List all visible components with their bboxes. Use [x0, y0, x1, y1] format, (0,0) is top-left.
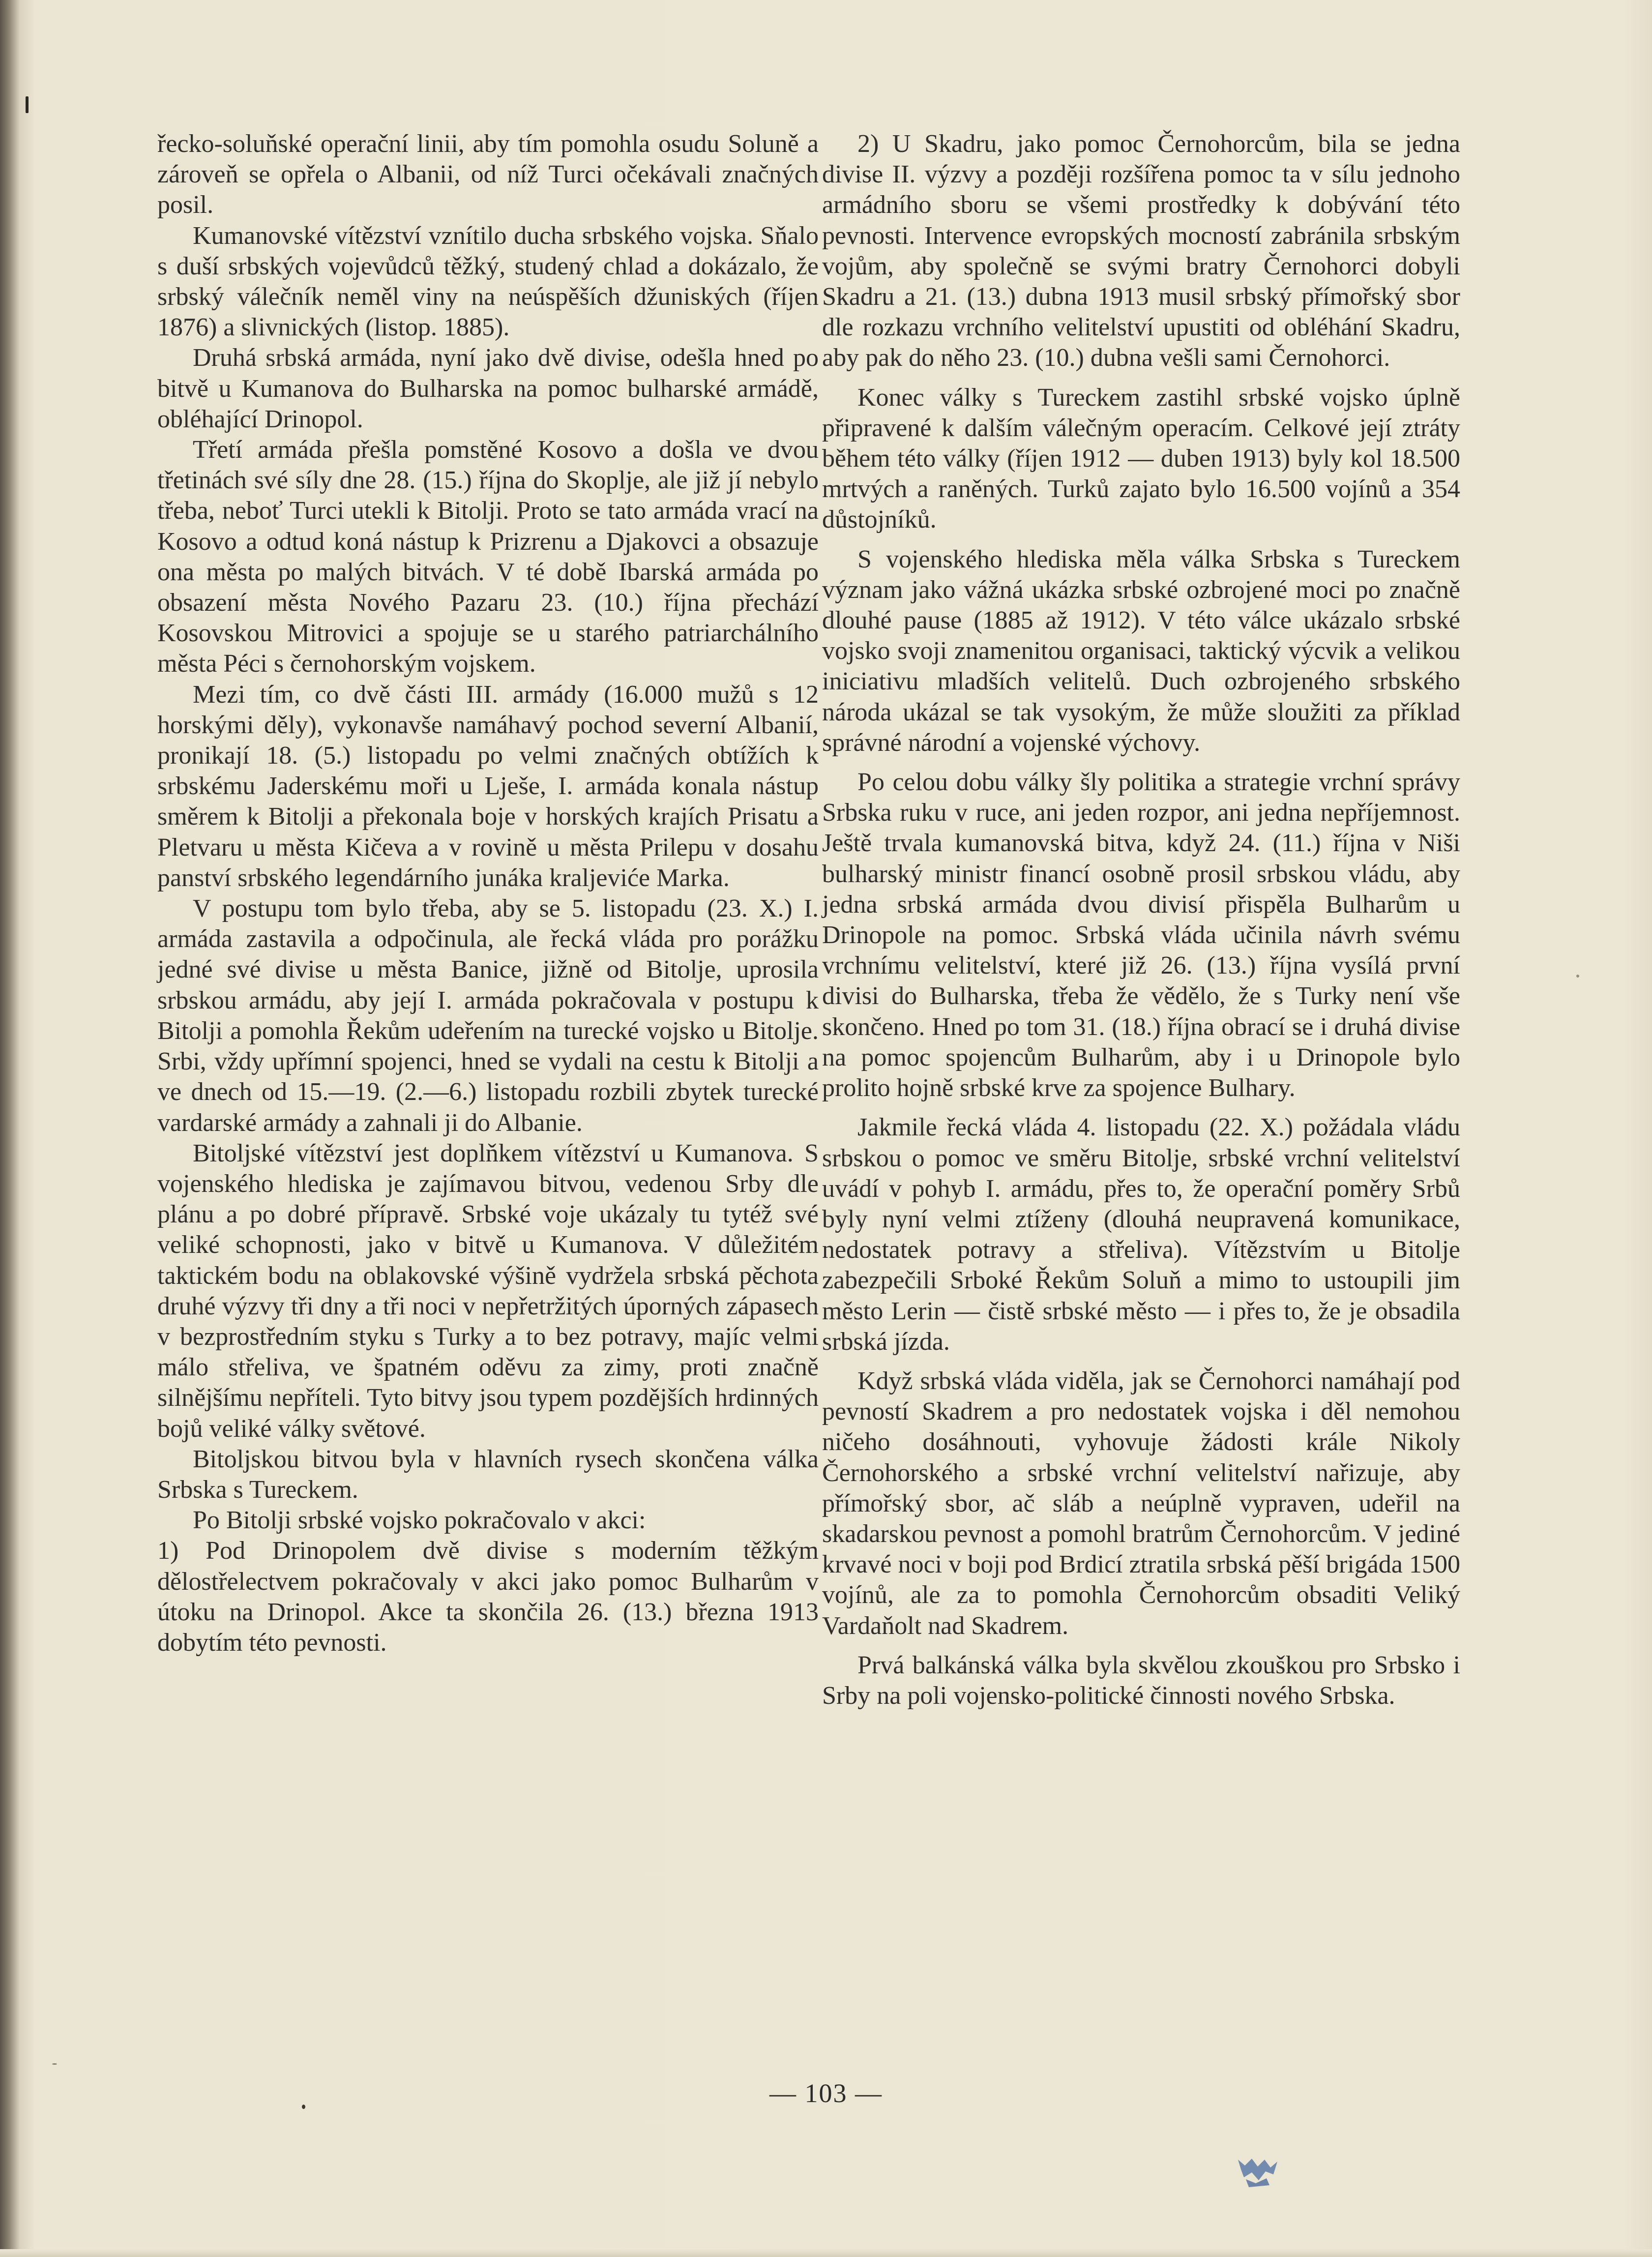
paragraph: Prvá balkánská válka byla skvělou zkouškou pro Srbsko i Srby na poli vojensko-politické činnosti nového Srbska. [822, 1651, 1460, 1710]
paragraph: řecko-soluňské operační linii, aby tím pomohla osudu Soluně a zároveň se opřela o Albanii, od níž Turci očekávali značných posil. [157, 130, 819, 219]
paper-speck [302, 2105, 305, 2109]
paragraph: Když srbská vláda viděla, jak se Černohorci namáhají pod pevností Skadrem a pro nedostatek vojska i děl nemohou ničeho dosáhnouti, vyhovuje žádosti krále Nikoly Černohorského a srbské vrchní velitelství nařizuje, aby přímořský sbor, ač sláb a neúplně vypraven, udeřil na skadarskou pevnost a pomohl bratrům Černohorcům. V jediné krvavé noci v boji pod Brdicí ztratila srbská pěší brigáda 1500 vojínů, ale za to pomohla Černohorcům obsaditi Veliký Vardaňolt nad Skadrem. [822, 1366, 1460, 1640]
paragraph: Po celou dobu války šly politika a strategie vrchní správy Srbska ruku v ruce, ani jeden rozpor, ani jedna nepříjemnost. Ještě trvala kumanovská bitva, když 24. (11.) října v Niši bulharský ministr financí osobně prosil srbskou vládu, aby jedna srbská armáda dvou divisí přispěla Bulharům u Drinopole na pomoc. Srbská vláda učinila návrh svému vrchnímu velitelství, které již 26. (13.) října vysílá první divisi do Bulharska, třeba že vědělo, že s Turky není vše skončeno. Hned po tom 31. (18.) října obrací se i druhá divise na pomoc spojencům Bulharům, aby i u Drinopole bylo prolito hojně srbské krve za spojence Bulhary. [822, 768, 1460, 1102]
paper-speck [1576, 975, 1579, 978]
paragraph: Bitoljské vítězství jest doplňkem vítězství u Kumanova. S vojenského hlediska je zajímavou bitvou, vedenou Srby dle plánu a po dobré přípravě. Srbské voje ukázaly tu tytéž své veliké schopnosti, jako v bitvě u Kumanova. V důležitém taktickém bodu na oblakovské výšině vydržela srbská pěchota druhé výzvy tři dny a tři noci v nepřetržitých úporných zápasech v bezprostředním styku s Turky a to bez potravy, majíc velmi málo střeliva, ve špatném oděvu za zimy, proti značně silnějšímu nepříteli. Tyto bitvy jsou typem pozdějších hrdinných bojů veliké války světové. [157, 1139, 819, 1443]
paragraph: Bitoljskou bitvou byla v hlavních rysech skončena válka Srbska s Tureckem. [157, 1445, 819, 1504]
paragraph: Mezi tím, co dvě části III. armády (16.000 mužů s 12 horskými děly), vykonavše namáhavý pochod severní Albanií, pronikají 18. (5.) listopadu po velmi značných obtížích k srbskému Jaderskému moři u Lješe, I. armáda konala nástup směrem k Bitolji a překonala boje v horských krajích Prisatu a Pletvaru u města Kičeva a v rovině u města Prilepu v dosahu panství srbského legendárního junáka kraljeviće Marka. [157, 680, 819, 892]
library-stamp-icon [1234, 2155, 1281, 2189]
right-text-column [822, 129, 1460, 1711]
paragraph: Druhá srbská armáda, nyní jako dvě divise, odešla hned po bitvě u Kumanova do Bulharska na pomoc bulharské armádě, obléhající Drinopol. [157, 344, 819, 433]
paragraph: Jakmile řecká vláda 4. listopadu (22. X.) požádala vládu srbskou o pomoc ve směru Bitolje, srbské vrchní velitelství uvádí v pohyb I. armádu, přes to, že operační poměry Srbů byly nyní velmi ztíženy (dlouhá neupravená komunikace, nedostatek potravy a střeliva). Vítězstvím u Bitolje zabezpečili Srboké Řekům Soluň a mimo to ustoupili jim město Lerin — čistě srbské město — i přes to, že je obsadila srbská jízda. [822, 1113, 1460, 1356]
page-number: — 103 — [769, 2079, 883, 2108]
paragraph: Kumanovské vítězství vznítilo ducha srbského vojska. Sňalo s duší srbských vojevůdců těžký, studený chlad a dokázalo, že srbský válečník neměl viny na neúspěších džuniských (říjen 1876) a slivnických (listop. 1885). [157, 221, 819, 342]
binding-mark [26, 96, 29, 113]
numbered-paragraph: 1) Pod Drinopolem dvě divise s moderním těžkým dělostřelectvem pokračovaly v akci jako pomoc Bulharům v útoku na Drinopol. Akce ta skončila 26. (13.) března 1913 dobytím této pevnosti. [157, 1537, 819, 1657]
page-edge [0, 2249, 1652, 2257]
paragraph: V postupu tom bylo třeba, aby se 5. listopadu (23. X.) I. armáda zastavila a odpočinula, ale řecká vláda pro porážku jedné své divise u města Banice, jižně od Bitolje, uprosila srbskou armádu, aby její I. armáda pokračovala v postupu k Bitolji a pomohla Řekům udeřením na turecké vojsko u Bitolje. Srbi, vždy upřímní spojenci, hned se vydali na cestu k Bitolji a ve dnech od 15.—19. (2.—6.) listopadu rozbili zbytek turecké vardarské armády a zahnali ji do Albanie. [157, 894, 819, 1137]
paragraph: S vojenského hlediska měla válka Srbska s Tureckem význam jako vážná ukázka srbské ozbrojené moci po značně dlouhé pause (1885 až 1912). V této válce ukázalo srbské vojsko svoji znamenitou organisaci, taktický výcvik a velikou iniciativu mladších velitelů. Duch ozbrojeného srbského národa ukázal se tak vysokým, že může sloužiti za příklad správné národní a vojenské výchovy. [822, 545, 1460, 757]
left-text-column [157, 129, 819, 1658]
paragraph: Třetí armáda přešla pomstěné Kosovo a došla ve dvou třetinách své síly dne 28. (15.) října do Skoplje, ale již jí nebylo třeba, neboť Turci utekli k Bitolji. Proto se tato armáda vrací na Kosovo a odtud koná nástup k Prizrenu a Djakovci a obsazuje ona města po malých bitvách. V té době Ibarská armáda po obsazení města Nového Pazaru 23. (10.) října přechází Kosovskou Mitrovici a spojuje se u starého patriarchálního města Péci s černohorským vojskem. [157, 436, 819, 678]
paragraph: Po Bitolji srbské vojsko pokračovalo v akci: [193, 1506, 646, 1535]
numbered-paragraph: 2) U Skadru, jako pomoc Černohorcům, bila se jedna divise II. výzvy a později rozšířena pomoc ta v sílu jednoho armádního sboru se všemi prostředky k dobývání této pevnosti. Intervence evropských mocností zabránila srbským vojům, aby společně se svými bratry Černohorci dobyli Skadru a 21. (13.) dubna 1913 musil srbský přímořský sbor dle rozkazu vrchního velitelství upustiti od obléhání Skadru, aby pak do něho 23. (10.) dubna vešli sami Černohorci. [822, 130, 1460, 372]
paper-speck [52, 2063, 57, 2065]
paragraph: Konec války s Tureckem zastihl srbské vojsko úplně připravené k dalším válečným operacím. Celkové její ztráty během této války (říjen 1912 — duben 1913) byly kol 18.500 mrtvých a raněných. Turků zajato bylo 16.500 vojínů a 354 důstojníků. [822, 383, 1460, 534]
